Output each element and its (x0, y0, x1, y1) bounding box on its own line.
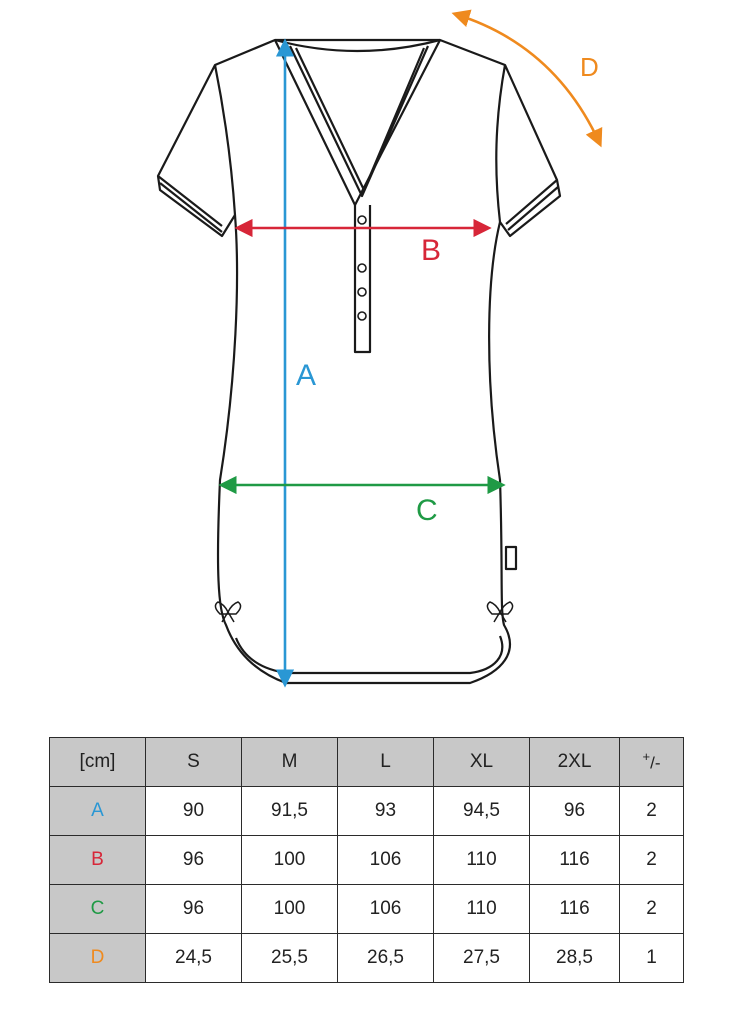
table-cell: 91,5 (242, 787, 338, 836)
size-header-2xl: 2XL (530, 738, 620, 787)
row-label-b: B (50, 836, 146, 885)
table-cell: 25,5 (242, 934, 338, 983)
table-cell: 96 (146, 836, 242, 885)
size-chart-table (49, 737, 684, 983)
table-cell: 26,5 (338, 934, 434, 983)
nightshirt-outline (158, 40, 560, 683)
row-label-a: A (50, 787, 146, 836)
tolerance-cell: 1 (620, 934, 684, 983)
table-row (50, 787, 684, 836)
table-cell: 90 (146, 787, 242, 836)
table-header-row (50, 738, 684, 787)
table-cell: 93 (338, 787, 434, 836)
table-cell: 100 (242, 836, 338, 885)
button-1 (358, 216, 366, 224)
size-header-l: L (338, 738, 434, 787)
table-cell: 96 (146, 885, 242, 934)
table-cell: 116 (530, 836, 620, 885)
table-cell: 110 (434, 885, 530, 934)
row-label-d: D (50, 934, 146, 983)
size-header-xl: XL (434, 738, 530, 787)
measure-d-label: D (580, 52, 599, 82)
table-cell: 28,5 (530, 934, 620, 983)
row-label-c: C (50, 885, 146, 934)
tolerance-plus: + (642, 749, 651, 765)
measure-c-label: C (416, 494, 438, 527)
table-cell: 27,5 (434, 934, 530, 983)
button-4 (358, 312, 366, 320)
tolerance-cell: 2 (620, 885, 684, 934)
button-3 (358, 288, 366, 296)
table-row (50, 934, 684, 983)
size-header-m: M (242, 738, 338, 787)
tolerance-cell: 2 (620, 787, 684, 836)
unit-header: [cm] (50, 738, 146, 787)
table-cell: 94,5 (434, 787, 530, 836)
measure-b-label: B (421, 234, 442, 267)
button-2 (358, 264, 366, 272)
table-cell: 24,5 (146, 934, 242, 983)
table-cell: 100 (242, 885, 338, 934)
tolerance-cell: 2 (620, 836, 684, 885)
measure-d-arrow (455, 14, 600, 144)
table-cell: 106 (338, 836, 434, 885)
tolerance-header (620, 738, 684, 787)
bow-right (487, 602, 512, 622)
placket-buttons (358, 216, 366, 320)
table-row (50, 836, 684, 885)
tolerance-minus: /- (650, 753, 661, 773)
table-row (50, 885, 684, 934)
bow-left (215, 602, 240, 622)
table-cell: 106 (338, 885, 434, 934)
table-cell: 96 (530, 787, 620, 836)
table-cell: 116 (530, 885, 620, 934)
table-cell: 110 (434, 836, 530, 885)
size-header-s: S (146, 738, 242, 787)
measure-a-label: A (296, 359, 317, 392)
side-bows (215, 602, 512, 622)
